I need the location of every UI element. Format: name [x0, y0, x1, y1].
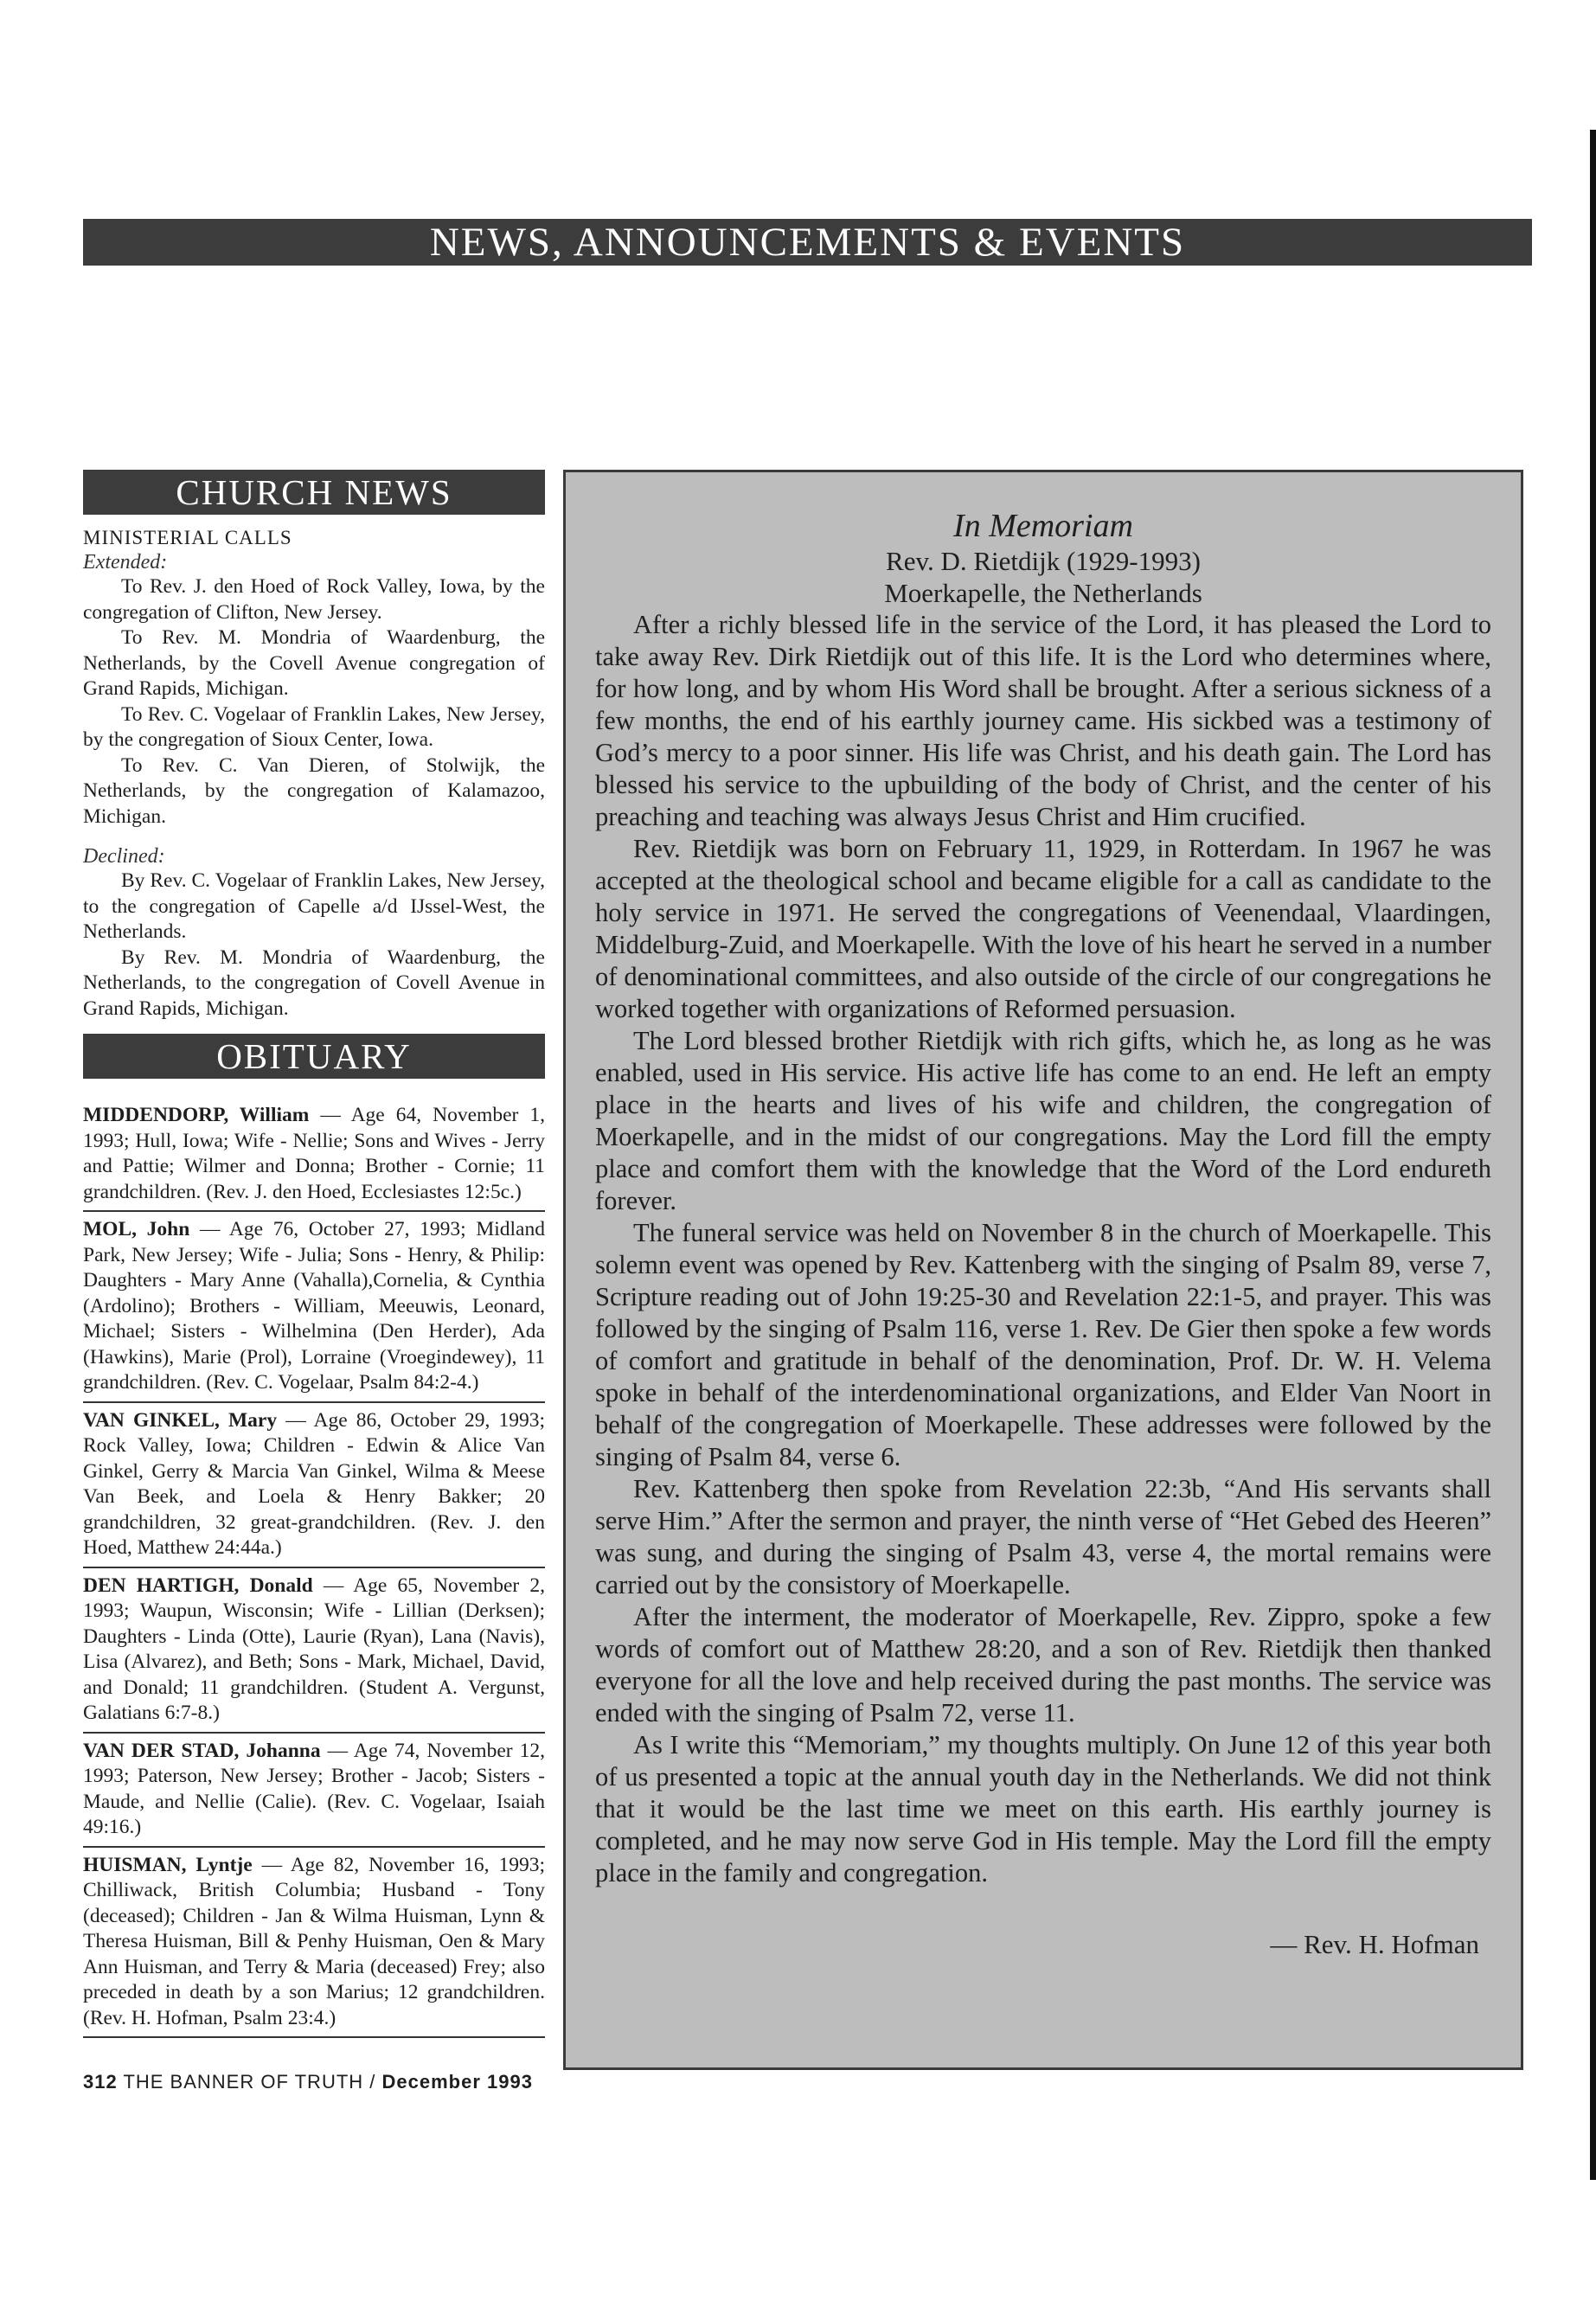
left-column	[83, 470, 545, 2038]
obituary-text: — Age 82, November 16, 1993; Chilliwack, British Columbia; Husband - Tony (deceased); Children - Jan & Wilma Huisman, Lynn & Theresa Huisman, Bill & Penhy Huisman, Oen & Mary Ann Huisman, and Terry & Maria (deceased) Frey; also preceded in death by a son Marius; 12 grandchildren. (Rev. H. Hofman, Psalm 23:4.)	[83, 1853, 545, 2029]
obituary-entry	[83, 1098, 545, 1212]
obituary-entry	[83, 1212, 545, 1403]
extended-label: Extended:	[83, 551, 168, 574]
publication-name: THE BANNER OF TRUTH /	[123, 2071, 376, 2093]
obituary-list	[83, 1098, 545, 2038]
obituary-heading: OBITUARY	[83, 1034, 545, 1079]
obituary-text: — Age 65, November 2, 1993; Waupun, Wisconsin; Wife - Lillian (Derksen); Daughters - Linda (Otte), Laurie (Ryan), Lana (Navis), Lisa (Alvarez), and Beth; Sons - Mark, Michael, David, and Donald; 11 grandchildren. (Student A. Vergunst, Galatians 6:7-8.)	[83, 1574, 545, 1724]
obituary-text: — Age 64, November 1, 1993; Hull, Iowa; Wife - Nellie; Sons and Wives - Jerry and Pattie; Wilmer and Donna; Brother - Cornie; 11 grandchildren. (Rev. J. den Hoed, Ecclesiastes 12:5c.)	[83, 1104, 545, 1203]
obituary-text: — Age 76, October 27, 1993; Midland Park, New Jersey; Wife - Julia; Sons - Henry, & Philip: Daughters - Mary Anne (Vahalla),Cornelia, & Cynthia (Ardolino); Brothers - William, Meeuwis, Leonard, Michael; Sisters - Wilhelmina (Den Herder), Ada (Hawkins), Marie (Prol), Lorraine (Vroegindewey), 11 grandchildren. (Rev. C. Vogelaar, Psalm 84:2-4.)	[83, 1218, 545, 1394]
memoriam-title: In Memoriam	[953, 508, 1133, 544]
obituary-name: HUISMAN, Lyntje	[83, 1853, 253, 1876]
declined-paragraph: By Rev. C. Vogelaar of Franklin Lakes, New Jersey, to the congregation of Capelle a/d IJssel-West, the Netherlands.	[83, 869, 545, 943]
ministerial-calls-title: MINISTERIAL CALLS	[83, 527, 292, 548]
page-number: 312	[83, 2071, 118, 2093]
page-edge	[1590, 130, 1596, 2180]
memoriam-paragraph: After a richly blessed life in the service of the Lord, it has pleased the Lord to take away Rev. Dirk Rietdijk out of this life. It is the Lord who determines where, for how long, and by whom His Word shall be brought. After a serious sickness of a few months, the end of his earthly journey came. His sickbed was a testimony of God’s mercy to a poor sinner. His life was Christ, and his death gain. The Lord has blessed his service to the upbuilding of the body of Christ, and the center of his preaching and teaching was always Jesus Christ and Him crucified.	[595, 610, 1491, 831]
memoriam-location: Moerkapelle, the Netherlands	[884, 578, 1202, 608]
memoriam-paragraph: As I write this “Memoriam,” my thoughts multiply. On June 12 of this year both of us presented a topic at the annual youth day in the Netherlands. We did not think that it would be the last time we meet on this earth. His earthly journey is completed, and he may now serve God in His temple. May the Lord fill the empty place in the family and congregation.	[595, 1730, 1491, 1888]
memoriam-paragraph: The Lord blessed brother Rietdijk with rich gifts, which he, as long as he was enabled, used in His service. His active life has come to an end. He left an empty place in the hearts and lives of his wife and children, the congregation of Moerkapelle, and in the midst of our congregations. May the Lord fill the empty place and comfort them with the knowledge that the Word of the Lord endureth forever.	[595, 1026, 1491, 1215]
memoriam-box	[563, 470, 1523, 2070]
memoriam-signature: — Rev. H. Hofman	[1270, 1929, 1479, 1959]
memoriam-subtitle: Rev. D. Rietdijk (1929-1993)	[886, 546, 1201, 576]
obituary-name: MOL, John	[83, 1218, 190, 1240]
call-paragraph: To Rev. M. Mondria of Waardenburg, the Netherlands, by the Covell Avenue congregation of Grand Rapids, Michigan.	[83, 626, 545, 700]
obituary-name: VAN GINKEL, Mary	[83, 1408, 278, 1432]
page-footer	[83, 2071, 533, 2093]
memoriam-paragraph: After the interment, the moderator of Moerkapelle, Rev. Zippro, spoke a few words of comfort out of Matthew 28:20, and a son of Rev. Rietdijk then thanked everyone for all the love and help received during the past months. The service was ended with the singing of Psalm 72, verse 11.	[595, 1602, 1491, 1727]
obituary-entry	[83, 1848, 545, 2039]
obituary-entry	[83, 1568, 545, 1734]
declined-label: Declined:	[83, 845, 165, 868]
obituary-text: — Age 74, November 12, 1993; Paterson, New Jersey; Brother - Jacob; Sisters - Maude, and Nellie (Calie). (Rev. C. Vogelaar, Isaiah 49:16.)	[83, 1739, 545, 1838]
obituary-text: — Age 86, October 29, 1993; Rock Valley, Iowa; Children - Edwin & Alice Van Ginkel, Gerry & Marcia Van Ginkel, Wilma & Meese Van Beek, and Loela & Henry Bakker; 20 grandchildren, 32 great-grandchildren. (Rev. J. den Hoed, Matthew 24:44a.)	[83, 1408, 545, 1559]
call-paragraph: To Rev. C. Vogelaar of Franklin Lakes, New Jersey, by the congregation of Sioux Center, Iowa.	[83, 702, 545, 751]
obituary-name: VAN DER STAD, Johanna	[83, 1739, 321, 1762]
obituary-name: MIDDENDORP, William	[83, 1104, 310, 1126]
declined-paragraph: By Rev. M. Mondria of Waardenburg, the Netherlands, to the congregation of Covell Avenue in Grand Rapids, Michigan.	[83, 945, 545, 1020]
church-news-heading: CHURCH NEWS	[83, 470, 545, 515]
issue-date: December 1993	[381, 2071, 533, 2093]
memoriam-paragraph: The funeral service was held on November 8 in the church of Moerkapelle. This solemn event was opened by Rev. Kattenberg with the singing of Psalm 89, verse 7, Scripture reading out of John 19:25-30 and Revelation 22:1-5, and prayer. This was followed by the singing of Psalm 116, verse 1. Rev. De Gier then spoke a few words of comfort and gratitude in behalf of the denomination, Prof. Dr. W. H. Velema spoke in behalf of the interdenominational organizations, and Elder Van Noort in behalf of the congregation of Moerkapelle. These addresses were followed by the singing of Psalm 84, verse 6.	[595, 1218, 1491, 1471]
memoriam-paragraph: Rev. Rietdijk was born on February 11, 1929, in Rotterdam. In 1967 he was accepted at the theological school and became eligible for a call as candidate to the holy service in 1971. He served the congregations of Veenendaal, Vlaardingen, Middelburg-Zuid, and Moerkapelle. With the love of his heart he served in a number of denominational committees, and also outside of the circle of our congregations he worked together with organizations of Reformed persuasion.	[595, 834, 1491, 1023]
memoriam-paragraph: Rev. Kattenberg then spoke from Revelation 22:3b, “And His servants shall serve Him.” After the sermon and prayer, the ninth verse of “Het Gebed des Heeren” was sung, and during the singing of Psalm 43, verse 4, the mortal remains were carried out by the consistory of Moerkapelle.	[595, 1474, 1491, 1599]
section-banner: NEWS, ANNOUNCEMENTS & EVENTS	[83, 219, 1532, 266]
obituary-entry	[83, 1734, 545, 1848]
call-paragraph: To Rev. J. den Hoed of Rock Valley, Iowa, by the congregation of Clifton, New Jersey.	[83, 575, 545, 624]
call-paragraph: To Rev. C. Van Dieren, of Stolwijk, the Netherlands, by the congregation of Kalamazoo, Michigan.	[83, 753, 545, 828]
obituary-entry	[83, 1403, 545, 1568]
obituary-name: DEN HARTIGH, Donald	[83, 1574, 313, 1597]
